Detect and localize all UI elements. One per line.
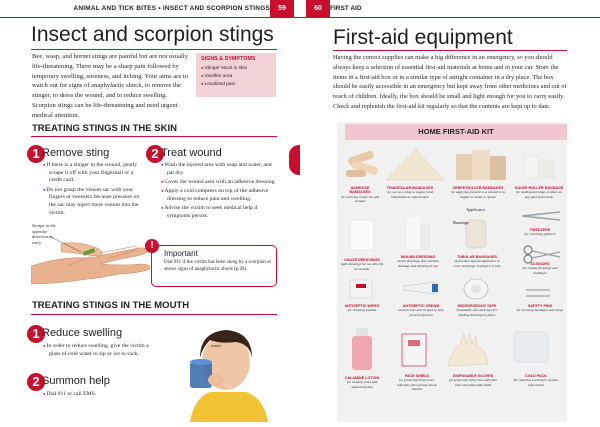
left-running-header (0, 0, 300, 18)
antiseptic-cream-image (400, 276, 444, 302)
wound-dressing-image (400, 212, 440, 254)
step-title-treat-wound: Treat wound (161, 147, 222, 159)
bullet: ● Do not grasp the venom sac with your fingers or tweezers because pressure on the sac may inject more venom into the victim. (42, 186, 142, 218)
calamine-lotion-image (346, 326, 380, 374)
section-heading-skin: TREATING STINGS IN THE SKIN (32, 123, 177, 134)
kit-item: SCISSORS for cutting dressings and bandages (522, 262, 558, 275)
kit-item: ANTISEPTIC WIPES for cleaning wounds (344, 304, 380, 313)
left-page-number: 59 (270, 0, 294, 18)
face-shield-image (398, 330, 432, 370)
step-number: 1 (27, 145, 45, 163)
gauze-roller-image (518, 150, 562, 182)
caption-soothe: Soothe sting with water (211, 337, 243, 348)
page-edge-tab (289, 145, 300, 175)
kit-item: GAUZE ROLLER BANDAGE for holding dressings in place on any part of the body (514, 186, 564, 199)
triangular-bandage-image (382, 146, 446, 182)
title-rule (333, 50, 567, 51)
step-number: 2 (146, 145, 164, 163)
left-page-title: Insect and scorpion stings (31, 23, 274, 46)
warning-icon: ! (145, 239, 159, 253)
step1-bullets (42, 161, 142, 218)
kit-item: GAUZE DRESSINGS light dressings for use directly on wounds (340, 258, 384, 271)
kit-item: MICROPOROUS TAPE breathable, low-tack tape for holding dressings in place (456, 304, 498, 317)
kit-item: FACE SHIELD for protection from cross-infection when giving rescue breaths (396, 374, 437, 392)
bullet: ● If there is a stinger in the wound, gently scrape it off with your fingernail or a credit card. (42, 161, 142, 185)
right-page-number: 60 (306, 0, 330, 18)
child-drinking-photo (170, 318, 276, 422)
kit-heading: HOME FIRST-AID KIT (345, 124, 567, 140)
kit-item: ADHESIVE BANDAGES for covering small cuts and scrapes (340, 186, 380, 204)
step4-bullets (42, 390, 152, 399)
kit-item: TWEEZERS for removing splinters (524, 228, 556, 237)
scissors-image (520, 244, 564, 264)
step-title-summon-help: Summon help (42, 375, 110, 387)
important-text: Dial 911 if the victim has been stung by a scorpion or shows signs of anaphylactic shock (p.28). (164, 260, 272, 272)
right-intro-paragraph: Having the correct supplies can make a big difference in an emergency, so you should always keep a selection of essential first-aid materials at home and in your car. Store the items in a first-aid box or in a similar type of airtight container in a dry place. The box should be easily accessible in an emergency but kept away from other medicines and out of reach of children. Ideally, the box should be small and light enough for you to carry easily. Check and replenish the first-aid kit regularly so that the contents are kept up to date. (333, 54, 567, 110)
title-rule (31, 49, 277, 50)
important-box (150, 240, 277, 287)
bullet: ● In order to reduce swelling, give the victim a glass of cold water to sip or ice to suck. (42, 342, 152, 358)
step2-bullets (160, 161, 277, 221)
intro-paragraph: Bee, wasp, and hornet stings are painful but are not usually life-threatening. There may be a sharp pain followed by temporary swelling, soreness, and itching. Your aims are to watch out for signs of anaphylactic shock, to remove the stinger, to dress the wound, and to reduce swelling. Scorpion stings can be life-threatening and need urgent medical attention. (32, 53, 189, 119)
kit-item: TRIANGULAR BANDAGES for use as a sling to support and immobilize an injured limb (386, 186, 434, 199)
signs-symptoms-box (196, 53, 276, 97)
kit-item: CALAMINE LOTION for treating sores and sunburned skin (344, 376, 380, 389)
label-applicator: Applicator (466, 207, 486, 212)
adhesive-bandages-image (344, 148, 384, 182)
sign-item: ● Localized pain (201, 80, 271, 88)
kit-item: CREPE ROLLER BANDAGES for applying pressure to a wound or to support a strain or sprain (451, 186, 505, 199)
caption-scrape: Scrape in the opposite direction to entry (32, 223, 56, 245)
section-rule (31, 314, 277, 315)
bullet: ● Wash the injured area with soap and water, and pat dry. (160, 161, 277, 177)
bullet: ● Advise the victim to seek medical help if symptoms persist. (160, 204, 277, 220)
important-heading: Important (164, 249, 198, 258)
kit-item: TUBULAR BANDAGES used with a special applicator to cover dressings on fingers or toes (453, 255, 501, 268)
step-title-reduce-swelling: Reduce swelling (42, 327, 123, 339)
section-rule (31, 136, 277, 137)
kit-item: WOUND DRESSING sterile dressings that combine bandage and dressing in one (397, 255, 439, 268)
label-bandage: Bandage (453, 220, 469, 225)
step-number: 2 (27, 373, 45, 391)
sign-item: ● Swollen area (201, 72, 271, 80)
disposable-gloves-image (442, 330, 502, 372)
bullet: ● Cover the wound area with an adhesive dressing. (160, 178, 277, 187)
step3-bullets (42, 342, 152, 359)
bullet: ● Apply a cold compress on top of the adhesive dressing to reduce pain and swelling. (160, 187, 277, 203)
antiseptic-wipes-image (346, 276, 382, 302)
right-running-header (300, 0, 600, 18)
kit-item: DISPOSABLE GLOVES for protection from cross-infection when touching body fluids (448, 374, 498, 387)
gauze-dressings-image (344, 214, 384, 254)
step-title-remove-sting: Remove sting (42, 147, 110, 159)
cold-pack-image (508, 326, 558, 370)
sign-item: ● Stinger stuck in skin (201, 64, 271, 72)
kit-item: ANTISEPTIC CREAM used on cuts and scrapes to help prevent infection (398, 304, 444, 317)
tweezers-image (520, 206, 564, 226)
kit-item: COLD PACK for reducing swelling in sprains and strains (513, 374, 559, 387)
crepe-bandages-image (452, 144, 512, 184)
kit-item: SAFETY PINS for securing bandages and slings (516, 304, 564, 313)
right-running-title: FIRST AID (330, 5, 362, 12)
safety-pins-image (522, 284, 558, 302)
microporous-tape-image (456, 276, 496, 302)
signs-heading: SIGNS & SYMPTOMS (201, 56, 256, 62)
right-page-title: First-aid equipment (333, 26, 513, 49)
step-number: 1 (27, 325, 45, 343)
section-heading-mouth: TREATING STINGS IN THE MOUTH (32, 300, 190, 311)
left-running-title: ANIMAL AND TICK BITES • INSECT AND SCORPION STINGS (73, 5, 270, 12)
bullet: ● Dial 911 or call EMS. (42, 390, 152, 399)
